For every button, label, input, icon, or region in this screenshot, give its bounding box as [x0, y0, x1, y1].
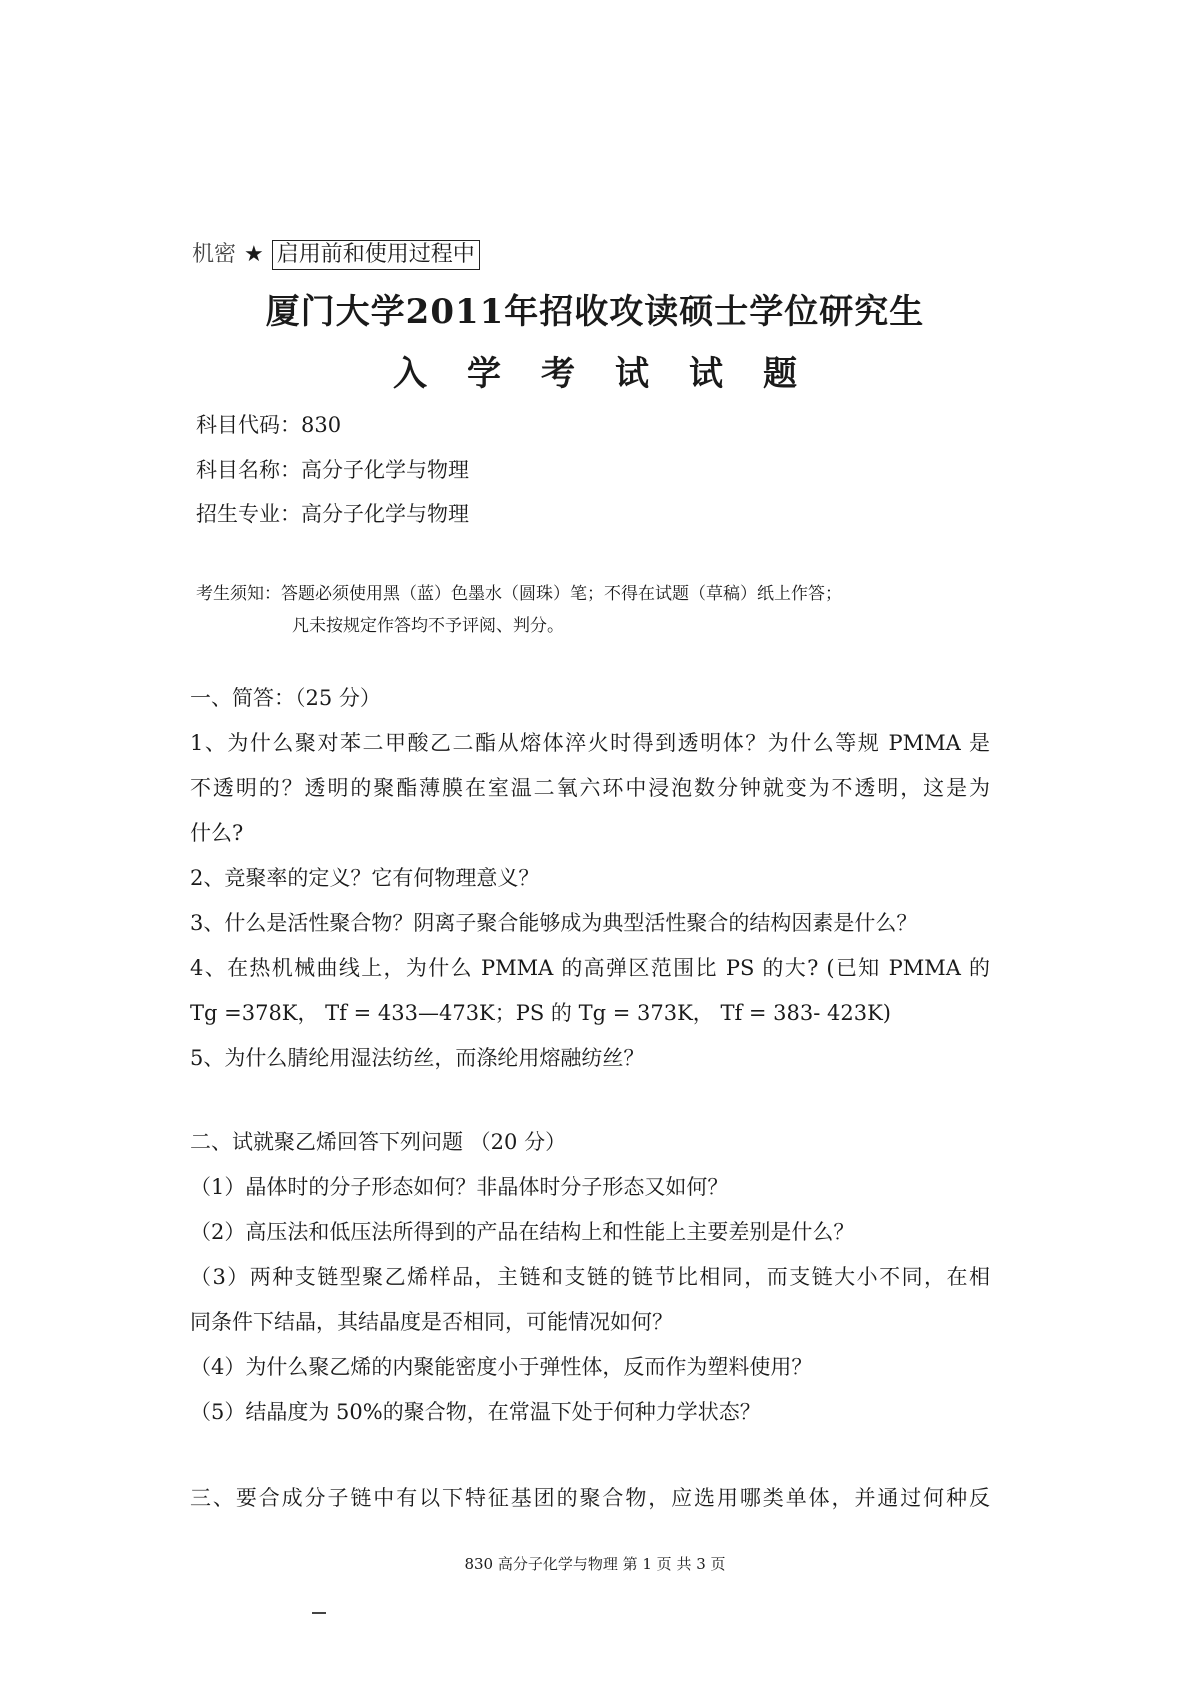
exam-subtitle: 入学考试试题: [393, 354, 837, 394]
notice-line-2: 凡未按规定作答均不予评阅、判分。: [292, 616, 564, 636]
scan-mark: [312, 1612, 326, 1614]
candidate-notice: [196, 578, 996, 642]
s1-q4-line1: 4、在热机械曲线上，为什么 PMMA 的高弹区范围比 PS 的大? (已知 PMMA 的: [190, 956, 990, 980]
enrollment-major: 招生专业：高分子化学与物理: [196, 502, 469, 526]
notice-line-1: 考生须知：答题必须使用黑（蓝）色墨水（圆珠）笔；不得在试题（草稿）纸上作答；: [196, 584, 842, 604]
secret-line: [192, 240, 480, 270]
s1-q2: 2、竞聚率的定义？它有何物理意义？: [190, 866, 540, 890]
section2-heading: 二、试就聚乙烯回答下列问题 （20 分）: [190, 1130, 567, 1154]
star-icon: ★: [244, 242, 264, 267]
section1-heading: 一、简答：（25 分）: [190, 686, 381, 710]
subject-code: 科目代码：830: [196, 413, 342, 437]
s2-q3-line2: 同条件下结晶，其结晶度是否相同，可能情况如何？: [190, 1310, 673, 1334]
secret-label: 机密: [192, 242, 237, 267]
s1-q1-line3: 什么?: [190, 821, 244, 845]
s2-q5: （5）结晶度为 50%的聚合物，在常温下处于何种力学状态？: [190, 1400, 761, 1424]
s1-q4-line2: Tg =378K， Tf = 433—473K；PS 的 Tg = 373K， Tf = 383- 423K): [190, 1001, 891, 1025]
section3-heading: 三、要合成分子链中有以下特征基团的聚合物，应选用哪类单体，并通过何种反: [190, 1486, 990, 1510]
s2-q1: （1）晶体时的分子形态如何？非晶体时分子形态又如何？: [190, 1175, 729, 1199]
subject-name: 科目名称：高分子化学与物理: [196, 458, 469, 482]
page-footer: 830 高分子化学与物理 第 1 页 共 3 页: [464, 1555, 726, 1573]
s1-q1-line1: 1、为什么聚对苯二甲酸乙二酯从熔体淬火时得到透明体？为什么等规 PMMA 是: [190, 731, 990, 755]
secret-box: 启用前和使用过程中: [272, 240, 480, 270]
s1-q3: 3、什么是活性聚合物？阴离子聚合能够成为典型活性聚合的结构因素是什么？: [190, 911, 918, 935]
s1-q5: 5、为什么腈纶用湿法纺丝，而涤纶用熔融纺丝？: [190, 1046, 645, 1070]
exam-title: 厦门大学2011年招收攻读硕士学位研究生: [265, 292, 925, 332]
s2-q3-line1: （3）两种支链型聚乙烯样品，主链和支链的链节比相同，而支链大小不同，在相: [190, 1265, 990, 1289]
s2-q4: （4）为什么聚乙烯的内聚能密度小于弹性体，反而作为塑料使用？: [190, 1355, 813, 1379]
s1-q1-line2: 不透明的？透明的聚酯薄膜在室温二氧六环中浸泡数分钟就变为不透明，这是为: [190, 776, 990, 800]
s2-q2: （2）高压法和低压法所得到的产品在结构上和性能上主要差别是什么？: [190, 1220, 855, 1244]
